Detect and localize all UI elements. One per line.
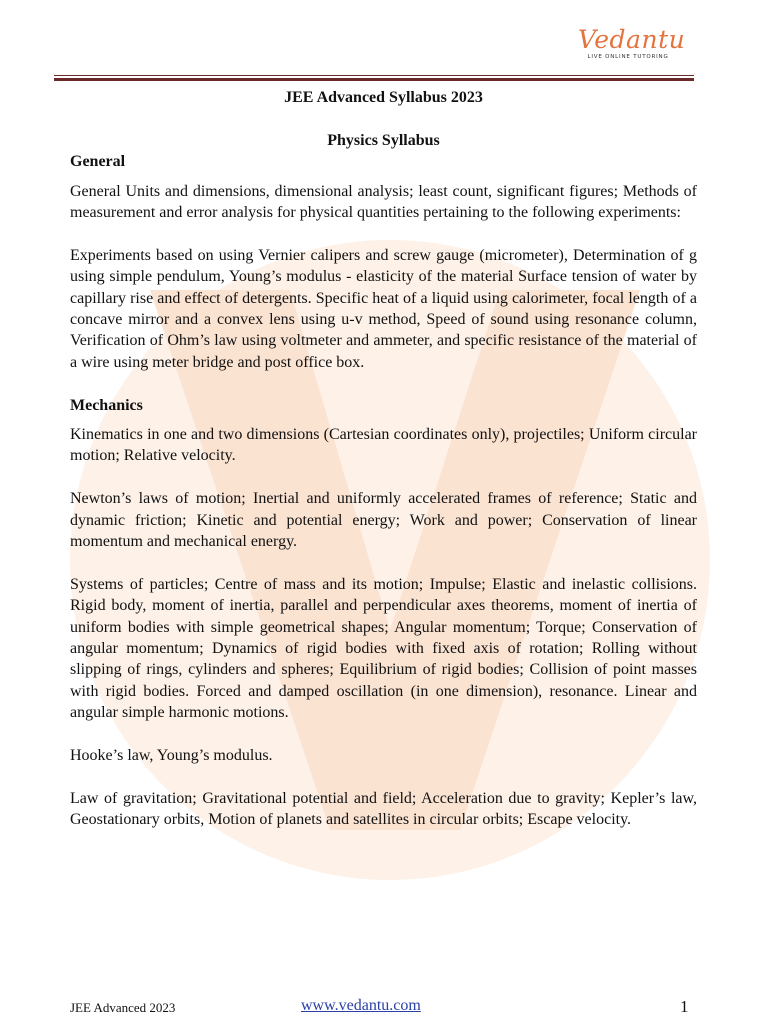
- paragraph: Hooke’s law, Young’s modulus.: [70, 747, 273, 765]
- paragraph: Newton’s laws of motion; Inertial and uniformly accelerated frames of reference; Static and dynamic friction; Kinetic and potential energy; Work and power; Conservation of linear momentum and mechanical energy.: [70, 490, 697, 551]
- paragraph: Experiments based on using Vernier calipers and screw gauge (micrometer), Determination of g using simple pendulum, Young’s modulus - elasticity of the material Surface tension of water by capillary rise and effect of detergents. Specific heat of a liquid using calorimeter, focal length of a concave mirror and a convex lens using u-v method, Speed of sound using resonance column, Verification of Ohm’s law using voltmeter and ammeter, and specific resistance of the material of a wire using meter bridge and post office box.: [70, 246, 697, 371]
- footer-label: JEE Advanced 2023: [70, 1000, 176, 1015]
- section-heading-general: General: [70, 153, 126, 171]
- vedantu-logo: [578, 25, 686, 60]
- page-footer: [0, 997, 768, 1021]
- page-content: [70, 87, 697, 852]
- section-heading-mechanics: Mechanics: [70, 396, 143, 414]
- paragraph: Systems of particles; Centre of mass and its motion; Impulse; Elastic and inelastic collisions. Rigid body, moment of inertia, parallel and perpendicular axes theorems, moment of inertia of uniform bodies with simple geometrical shapes; Angular momentum; Torque; Conservation of angular momentum; Dynamics of rigid bodies with fixed axis of rotation; Rolling without slipping of rings, cylinders and spheres; Equilibrium of rigid bodies; Collision of point masses with rigid bodies. Forced and damped oscillation (in one dimension), resonance. Linear and angular simple harmonic motions.: [70, 575, 697, 722]
- footer-website-link[interactable]: www.vedantu.com: [301, 997, 421, 1014]
- header-rule-thick: [54, 78, 694, 81]
- page-number: 1: [680, 997, 689, 1016]
- paragraph: Kinematics in one and two dimensions (Cartesian coordinates only), projectiles; Uniform circular motion; Relative velocity.: [70, 426, 697, 465]
- paragraph: Law of gravitation; Gravitational potential and field; Acceleration due to gravity; Kepler’s law, Geostationary orbits, Motion of planets and satellites in circular orbits; Escape velocity.: [70, 789, 697, 829]
- logo-tagline: LIVE ONLINE TUTORING: [587, 54, 669, 60]
- paragraph: General Units and dimensions, dimensional analysis; least count, significant figures; Methods of measurement and error analysis for physical quantities pertaining to the following experiments:: [70, 182, 697, 222]
- header-rule-thin: [54, 75, 694, 76]
- section-title: Physics Syllabus: [327, 131, 440, 149]
- logo-wordmark: Vedantu: [578, 25, 686, 54]
- document-title: JEE Advanced Syllabus 2023: [284, 89, 483, 106]
